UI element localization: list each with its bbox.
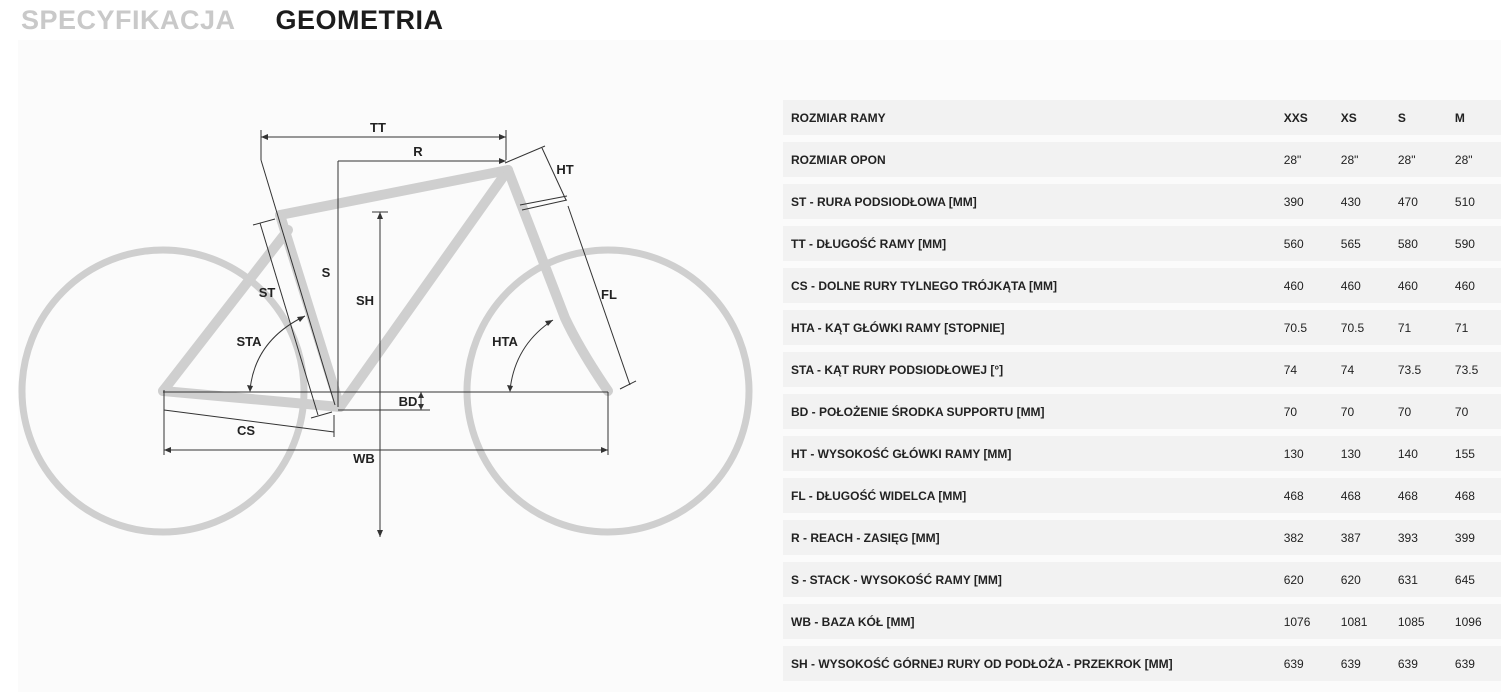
row-value: 70 (1341, 394, 1398, 429)
header-label: ROZMIAR RAMY (783, 100, 1284, 135)
row-value: 70 (1455, 394, 1501, 429)
table-row (783, 226, 1501, 261)
row-value: 28" (1284, 142, 1341, 177)
table-row (783, 268, 1501, 303)
row-value: 382 (1284, 520, 1341, 555)
bike-geometry-diagram (18, 100, 758, 550)
row-value: 130 (1341, 436, 1398, 471)
table-row (783, 562, 1501, 597)
table-row (783, 478, 1501, 513)
bike-geometry-svg (18, 100, 758, 550)
row-value: 155 (1455, 436, 1501, 471)
row-value: 1081 (1341, 604, 1398, 639)
row-label: CS - DOLNE RURY TYLNEGO TRÓJKĄTA [MM] (783, 268, 1284, 303)
row-value: 1076 (1284, 604, 1341, 639)
row-value: 73.5 (1455, 352, 1501, 387)
table-row (783, 352, 1501, 387)
row-value: 590 (1455, 226, 1501, 261)
row-label: SH - WYSOKOŚĆ GÓRNEJ RURY OD PODŁOŻA - PRZEKROK [MM] (783, 646, 1284, 681)
row-label: BD - POŁOŻENIE ŚRODKA SUPPORTU [MM] (783, 394, 1284, 429)
row-value: 28" (1341, 142, 1398, 177)
row-value: 460 (1284, 268, 1341, 303)
row-value: 565 (1341, 226, 1398, 261)
label-tt: TT (370, 120, 386, 135)
row-value: 510 (1455, 184, 1501, 219)
row-value: 631 (1398, 562, 1455, 597)
table-row (783, 646, 1501, 681)
row-value: 74 (1284, 352, 1341, 387)
row-value: 468 (1284, 478, 1341, 513)
table-row (783, 436, 1501, 471)
size-xs: XS (1341, 100, 1398, 135)
row-value: 639 (1398, 646, 1455, 681)
table-row (783, 394, 1501, 429)
row-value: 639 (1455, 646, 1501, 681)
row-value: 399 (1455, 520, 1501, 555)
tab-bar (21, 0, 444, 40)
label-sta: STA (236, 334, 262, 349)
label-st: ST (258, 285, 276, 300)
row-label: ROZMIAR OPON (783, 142, 1284, 177)
row-value: 639 (1341, 646, 1398, 681)
row-value: 460 (1398, 268, 1455, 303)
row-value: 430 (1341, 184, 1398, 219)
label-ht: HT (556, 162, 574, 177)
row-value: 460 (1455, 268, 1501, 303)
table-row (783, 604, 1501, 639)
tab-specyfikacja[interactable]: SPECYFIKACJA (21, 4, 236, 35)
row-value: 460 (1341, 268, 1398, 303)
row-label: WB - BAZA KÓŁ [MM] (783, 604, 1284, 639)
label-sh: SH (355, 293, 375, 308)
row-value: 130 (1284, 436, 1341, 471)
geometry-table (783, 93, 1501, 688)
row-value: 468 (1455, 478, 1501, 513)
label-wb: WB (353, 451, 375, 466)
row-label: HT - WYSOKOŚĆ GŁÓWKI RAMY [MM] (783, 436, 1284, 471)
row-value: 560 (1284, 226, 1341, 261)
row-value: 645 (1455, 562, 1501, 597)
row-value: 390 (1284, 184, 1341, 219)
table-header-row (783, 100, 1501, 135)
row-value: 71 (1398, 310, 1455, 345)
row-value: 470 (1398, 184, 1455, 219)
size-m: M (1455, 100, 1501, 135)
row-value: 639 (1284, 646, 1341, 681)
label-r: R (413, 144, 423, 159)
row-value: 70 (1284, 394, 1341, 429)
table-row (783, 520, 1501, 555)
row-label: TT - DŁUGOŚĆ RAMY [MM] (783, 226, 1284, 261)
table-row (783, 184, 1501, 219)
row-label: STA - KĄT RURY PODSIODŁOWEJ [°] (783, 352, 1284, 387)
row-label: S - STACK - WYSOKOŚĆ RAMY [MM] (783, 562, 1284, 597)
row-value: 73.5 (1398, 352, 1455, 387)
row-value: 70 (1398, 394, 1455, 429)
row-value: 387 (1341, 520, 1398, 555)
row-value: 620 (1284, 562, 1341, 597)
label-s: S (321, 265, 331, 280)
label-bd: BD (398, 394, 418, 409)
row-label: R - REACH - ZASIĘG [MM] (783, 520, 1284, 555)
tab-geometria[interactable]: GEOMETRIA (275, 4, 444, 35)
row-value: 468 (1398, 478, 1455, 513)
row-value: 1085 (1398, 604, 1455, 639)
row-value: 28" (1455, 142, 1501, 177)
table-row (783, 310, 1501, 345)
row-value: 393 (1398, 520, 1455, 555)
row-label: ST - RURA PODSIODŁOWA [MM] (783, 184, 1284, 219)
row-value: 468 (1341, 478, 1398, 513)
row-value: 620 (1341, 562, 1398, 597)
table-row (783, 142, 1501, 177)
row-value: 74 (1341, 352, 1398, 387)
row-value: 28" (1398, 142, 1455, 177)
row-value: 70.5 (1341, 310, 1398, 345)
label-hta: HTA (492, 334, 518, 349)
row-value: 580 (1398, 226, 1455, 261)
row-value: 70.5 (1284, 310, 1341, 345)
size-xxs: XXS (1284, 100, 1341, 135)
row-value: 71 (1455, 310, 1501, 345)
label-fl: FL (601, 287, 617, 302)
row-value: 1096 (1455, 604, 1501, 639)
label-cs: CS (236, 423, 256, 438)
row-label: FL - DŁUGOŚĆ WIDELCA [MM] (783, 478, 1284, 513)
row-label: HTA - KĄT GŁÓWKI RAMY [STOPNIE] (783, 310, 1284, 345)
size-s: S (1398, 100, 1455, 135)
row-value: 140 (1398, 436, 1455, 471)
